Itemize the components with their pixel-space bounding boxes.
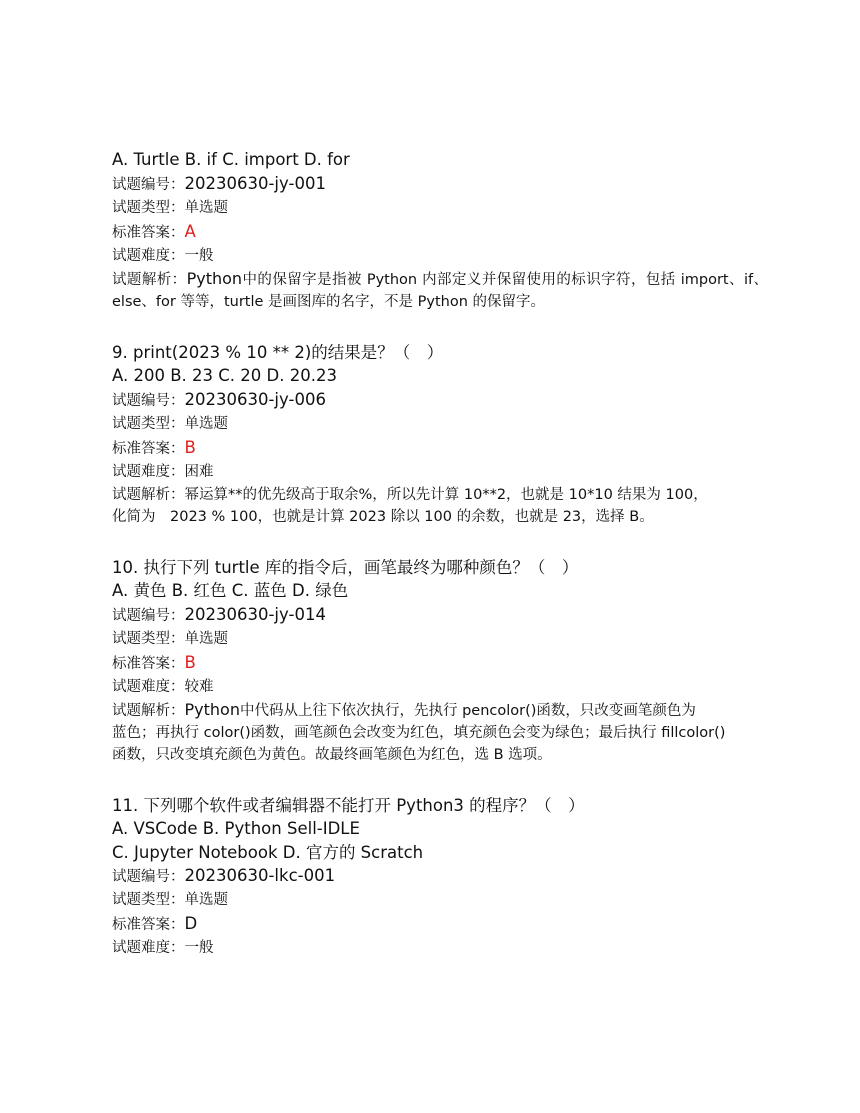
q9-type: 单选题: [184, 415, 228, 432]
q11-difficulty-row: [112, 937, 768, 960]
q10-analysis-line1: 中代码从上往下依次执行，先执行 pencolor()函数，只改变画笔颜色为: [239, 702, 696, 719]
q8-analysis-lead: Python: [186, 268, 243, 288]
document-page: [112, 148, 768, 960]
q8-difficulty: 一般: [184, 247, 214, 264]
q11-answer: D: [184, 914, 198, 933]
q8-answer-row: [112, 220, 768, 245]
q11-options-line1: A. VSCode B. Python Sell-IDLE: [112, 819, 360, 838]
question-9: [112, 341, 768, 528]
q8-options: A. Turtle B. if C. import D. for: [112, 150, 350, 169]
q8-analysis-text: 中的保留字是指被 Python 内部定义并保留使用的标识字符，包括 import、if、else、for 等等，turtle 是画图库的名字，不是 Python 的保留字。: [112, 271, 768, 310]
q8-answer: A: [184, 221, 196, 241]
q9-options: A. 200 B. 23 C. 20 D. 20.23: [112, 366, 337, 385]
type-label: 试题类型：: [112, 892, 185, 908]
difficulty-label: 试题难度：: [112, 463, 185, 480]
q8-id-row: [112, 172, 768, 197]
q10-analysis: [112, 699, 768, 766]
q11-options-line2: C. Jupyter Notebook D. 官方的 Scratch: [112, 842, 424, 862]
analysis-label: 试题解析：: [112, 271, 187, 288]
question-8: [112, 148, 768, 313]
q9-analysis-line2: 化简为 2023 % 100，也就是计算 2023 除以 100 的余数，也就是 23，选择 B。: [112, 508, 654, 525]
q9-question: 9. print(2023 % 10 ** 2)的结果是？（ ）: [112, 342, 444, 362]
answer-label: 标准答案：: [112, 440, 185, 457]
question-10: [112, 556, 768, 766]
q9-answer: B: [184, 437, 196, 457]
id-label: 试题编号：: [112, 869, 185, 885]
analysis-label: 试题解析：: [112, 486, 185, 503]
q8-id: 20230630-jy-001: [184, 173, 326, 193]
id-label: 试题编号：: [112, 176, 185, 193]
q11-type-row: [112, 889, 768, 912]
question-11: [112, 794, 768, 961]
q8-type-row: [112, 197, 768, 220]
q10-type: 单选题: [184, 630, 228, 647]
q8-analysis: [112, 268, 768, 313]
q10-id: 20230630-jy-014: [184, 604, 326, 624]
q9-id-row: [112, 388, 768, 413]
q9-difficulty-row: [112, 461, 768, 484]
q10-analysis-line2: 蓝色；再执行 color()函数，画笔颜色会改变为红色，填充颜色会变为绿色；最后执行 fillcolor(): [112, 724, 726, 741]
difficulty-label: 试题难度：: [112, 247, 185, 264]
q11-answer-row: [112, 912, 768, 937]
q11-id: 20230630-lkc-001: [184, 866, 336, 885]
difficulty-label: 试题难度：: [112, 678, 185, 695]
q9-answer-row: [112, 436, 768, 461]
q10-question: 10. 执行下列 turtle 库的指令后，画笔最终为哪种颜色？（ ）: [112, 557, 579, 577]
type-label: 试题类型：: [112, 199, 185, 216]
answer-label: 标准答案：: [112, 655, 185, 672]
q10-options: A. 黄色 B. 红色 C. 蓝色 D. 绿色: [112, 581, 349, 600]
q10-type-row: [112, 628, 768, 651]
q8-type: 单选题: [184, 199, 228, 216]
id-label: 试题编号：: [112, 392, 185, 409]
q10-difficulty: 较难: [184, 678, 214, 695]
q11-question: 11. 下列哪个软件或者编辑器不能打开 Python3 的程序？（ ）: [112, 795, 585, 815]
q9-analysis-line1: 幂运算**的优先级高于取余%，所以先计算 10**2，也就是 10*10 结果为 100，: [184, 486, 708, 503]
q10-answer: B: [184, 652, 196, 672]
id-label: 试题编号：: [112, 607, 185, 624]
q8-difficulty-row: [112, 245, 768, 268]
q10-analysis-line3: 函数，只改变填充颜色为黄色。故最终画笔颜色为红色，选 B 选项。: [112, 746, 552, 763]
q9-analysis: [112, 484, 768, 528]
q9-type-row: [112, 413, 768, 436]
q11-id-row: [112, 864, 768, 889]
type-label: 试题类型：: [112, 415, 185, 432]
q10-analysis-lead: Python: [184, 699, 240, 719]
type-label: 试题类型：: [112, 630, 185, 647]
q11-type: 单选题: [184, 892, 228, 908]
difficulty-label: 试题难度：: [112, 940, 185, 956]
q10-id-row: [112, 603, 768, 628]
q10-answer-row: [112, 651, 768, 676]
analysis-label: 试题解析：: [112, 702, 185, 719]
answer-label: 标准答案：: [112, 224, 185, 241]
q9-id: 20230630-jy-006: [184, 389, 326, 409]
q9-difficulty: 困难: [184, 463, 214, 480]
q11-difficulty: 一般: [184, 940, 214, 956]
q10-difficulty-row: [112, 676, 768, 699]
answer-label: 标准答案：: [112, 917, 185, 933]
